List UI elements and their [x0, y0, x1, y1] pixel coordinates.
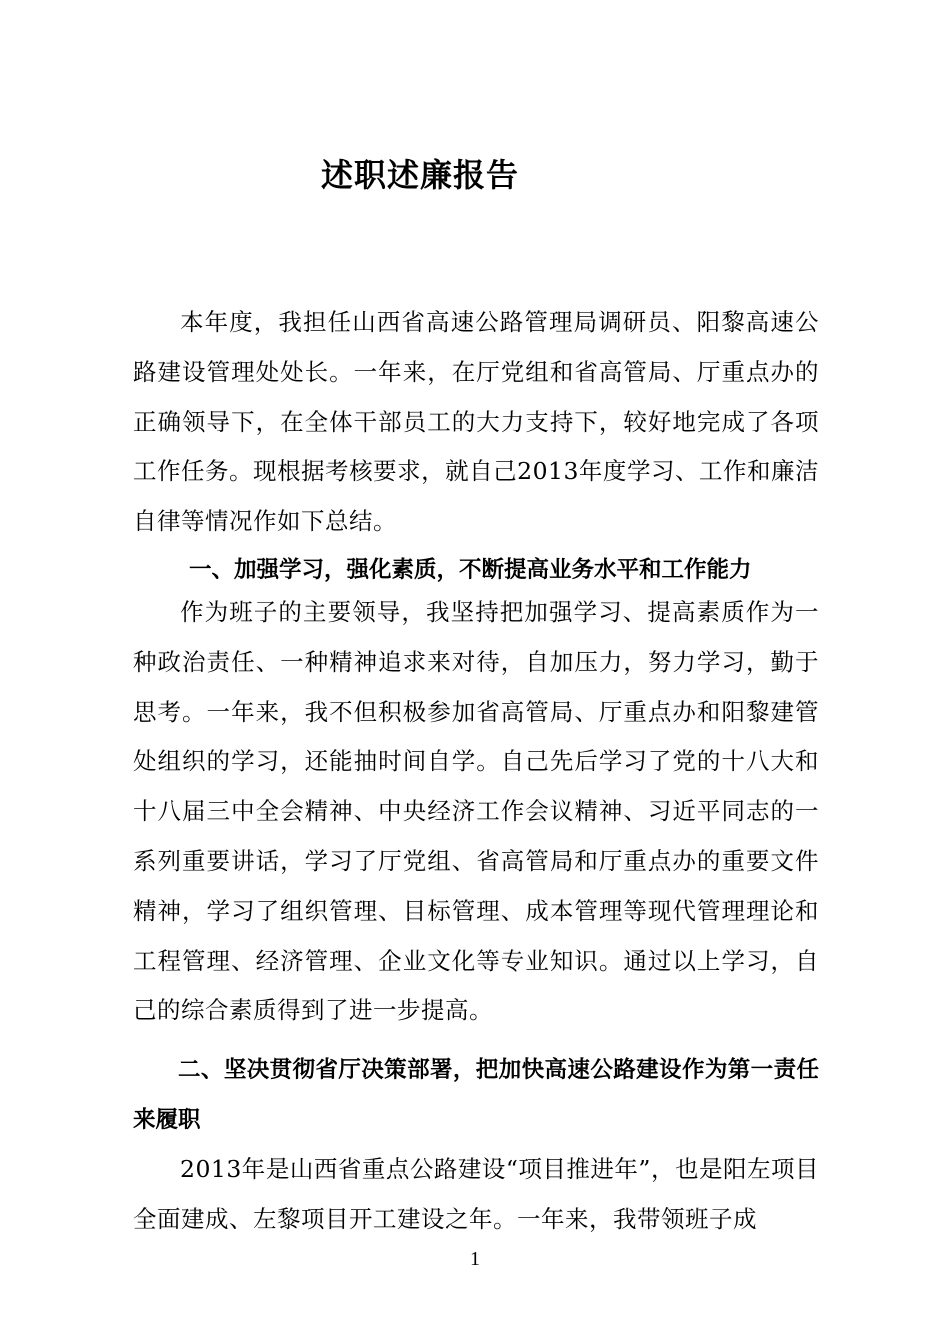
page-number: 1	[470, 1248, 480, 1270]
section-heading-2: 二、坚决贯彻省厅决策部署，把加快高速公路建设作为第一责任来履职	[133, 1057, 819, 1134]
section-heading-1: 一、加强学习，强化素质，不断提高业务水平和工作能力	[189, 556, 752, 583]
document-body	[133, 298, 819, 1245]
paragraph-intro: 本年度，我担任山西省高速公路管理局调研员、阳黎高速公路建设管理处处长。一年来，在厅党组和省高管局、厅重点办的正确领导下，在全体干部员工的大力支持下，较好地完成了各项工作任务。现根据考核要求，就自己2013年度学习、工作和廉洁自律等情况作如下总结。	[133, 308, 819, 536]
document-title: 述职述廉报告	[320, 156, 519, 194]
paragraph-section-1: 作为班子的主要领导，我坚持把加强学习、提高素质作为一种政治责任、一种精神追求来对待，自加压力，努力学习，勤于思考。一年来，我不但积极参加省高管局、厅重点办和阳黎建管处组织的学习，还能抽时间自学。自己先后学习了党的十八大和十八届三中全会精神、中央经济工作会议精神、习近平同志的一系列重要讲话，学习了厅党组、省高管局和厅重点办的重要文件精神，学习了组织管理、目标管理、成本管理等现代管理理论和工程管理、经济管理、企业文化等专业知识。通过以上学习，自己的综合素质得到了进一步提高。	[133, 597, 819, 1025]
paragraph-section-2: 2013年是山西省重点公路建设“项目推进年”，也是阳左项目全面建成、左黎项目开工建设之年。一年来，我带领班子成	[133, 1155, 819, 1233]
